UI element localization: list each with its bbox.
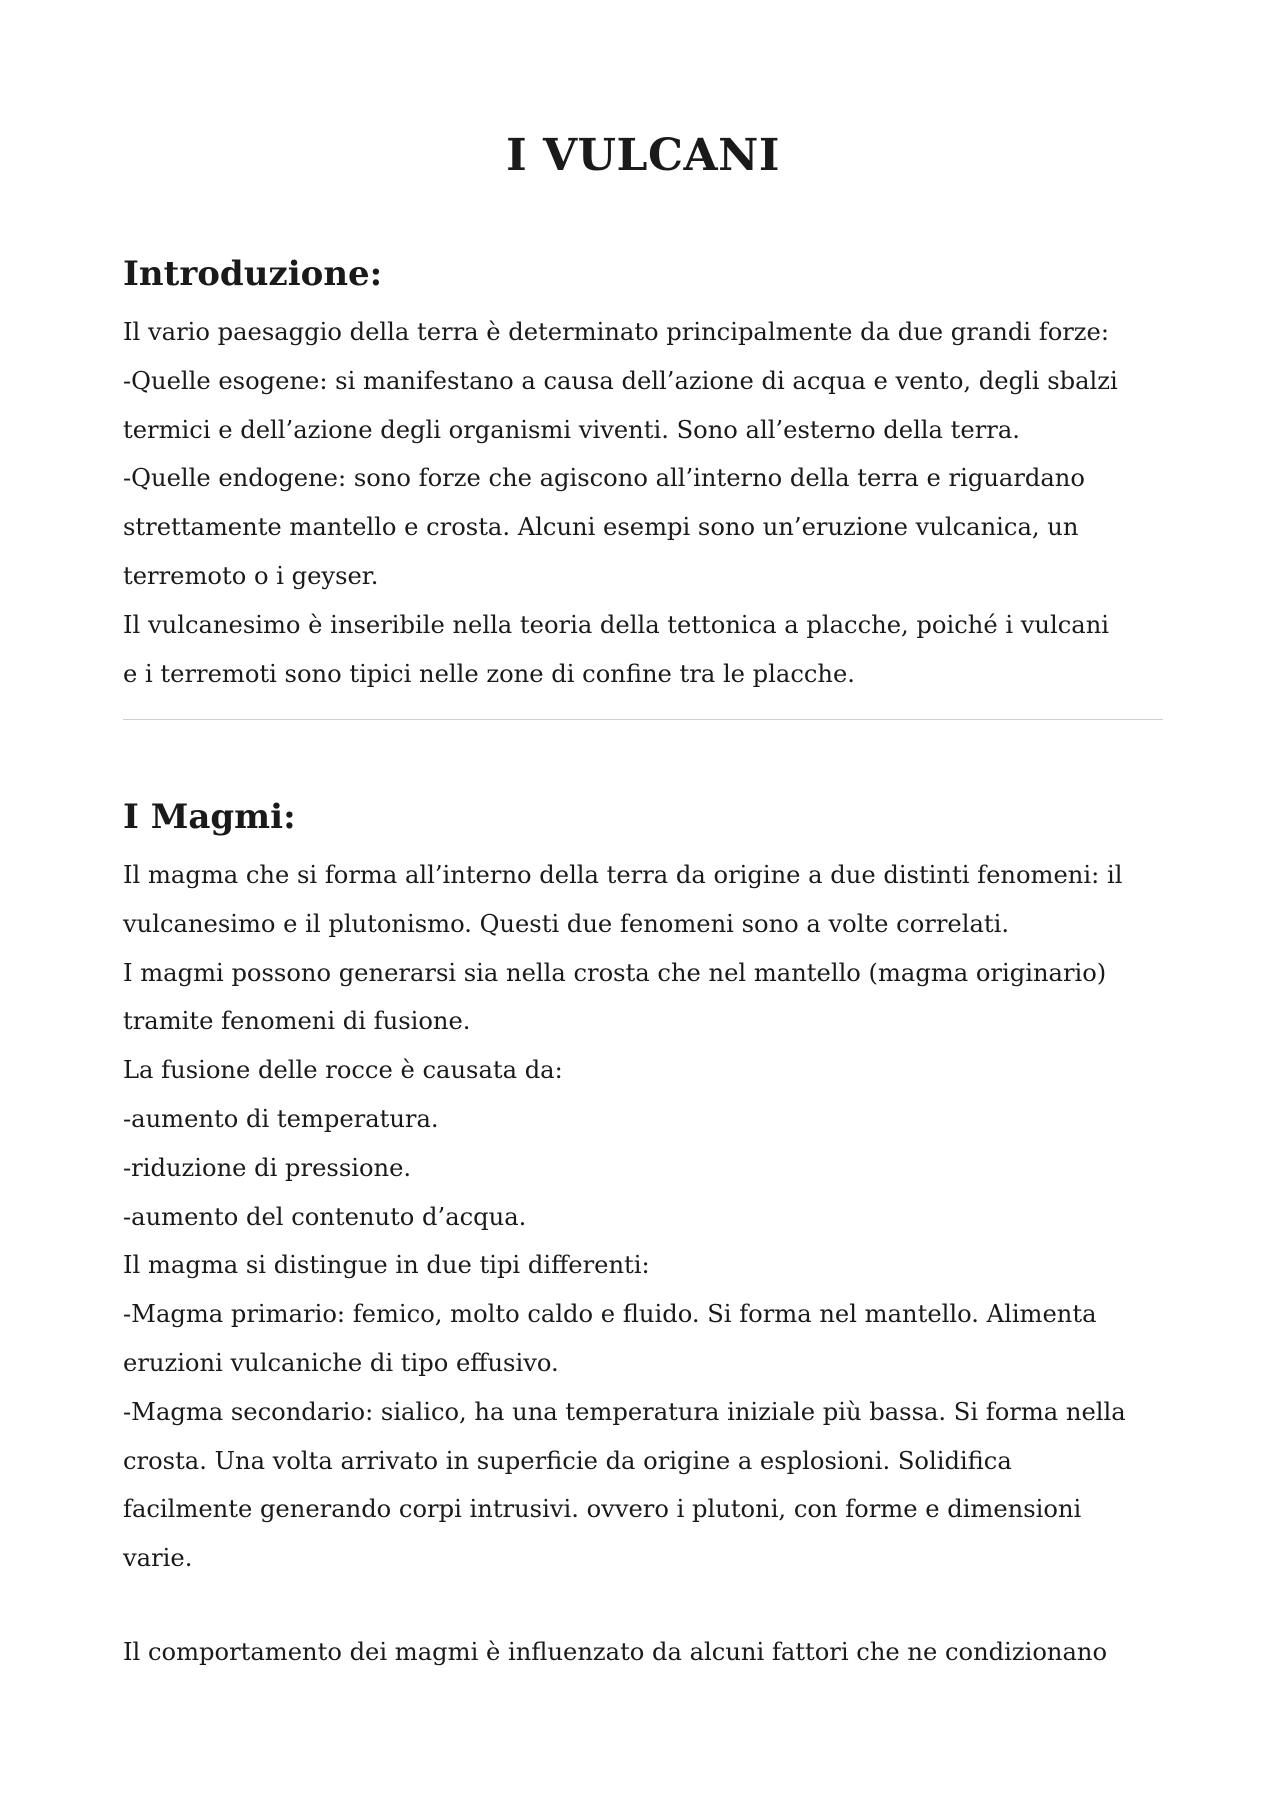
section-heading-introduzione: Introduzione: [123,254,383,294]
text-line: strettamente mantello e crosta. Alcuni esempi sono un’eruzione vulcanica, un [123,513,1079,542]
text-line: Il vario paesaggio della terra è determinato principalmente da due grandi forze: [123,318,1110,346]
text-line: -Quelle endogene: sono forze che agiscono all’interno della terra e riguardano [123,464,1085,493]
text-line: I magmi possono generarsi sia nella crosta che nel mantello (magma originario) [123,958,1107,987]
text-line: Il magma che si forma all’interno della terra da origine a due distinti fenomeni: il [123,861,1123,889]
text-line: -Quelle esogene: si manifestano a causa dell’azione di acqua e vento, degli sbalzi [123,366,1118,395]
text-line: terremoto o i geyser. [123,561,379,590]
text-line: tramite fenomeni di fusione. [123,1007,471,1036]
text-line: -Magma primario: femico, molto caldo e fluido. Si forma nel mantello. Alimenta [123,1300,1097,1329]
text-line: varie. [123,1544,193,1573]
text-line: La fusione delle rocce è causata da: [123,1056,563,1085]
text-line: crosta. Una volta arrivato in superficie da origine a esplosioni. Solidifica [123,1446,1012,1475]
text-line: -aumento di temperatura. [123,1104,439,1133]
text-line: Il magma si distingue in due tipi differenti: [123,1251,650,1280]
section-divider [123,719,1163,720]
text-line: eruzioni vulcaniche di tipo effusivo. [123,1348,559,1377]
text-line: -riduzione di pressione. [123,1153,412,1182]
text-line: Il vulcanesimo è inseribile nella teoria della tettonica a placche, poiché i vulcani [123,610,1110,639]
text-line: vulcanesimo e il plutonismo. Questi due fenomeni sono a volte correlati. [123,909,1010,938]
section-heading-magmi: I Magmi: [123,797,296,837]
text-line: -Magma secondario: sialico, ha una temperatura iniziale più bassa. Si forma nella [123,1397,1126,1426]
text-line: termici e dell’azione degli organismi viventi. Sono all’esterno della terra. [123,415,1020,444]
text-line: facilmente generando corpi intrusivi. ovvero i plutoni, con forme e dimensioni [123,1495,1082,1524]
text-line-continued: Il comportamento dei magmi è influenzato da alcuni fattori che ne condizionano [123,1638,1108,1666]
text-line: -aumento del contenuto d’acqua. [123,1202,527,1231]
text-line: e i terremoti sono tipici nelle zone di confine tra le placche. [123,659,855,688]
section-body-introduzione [123,308,1163,698]
document-title: I VULCANI [506,130,780,181]
section-body-magmi [123,851,1163,1583]
